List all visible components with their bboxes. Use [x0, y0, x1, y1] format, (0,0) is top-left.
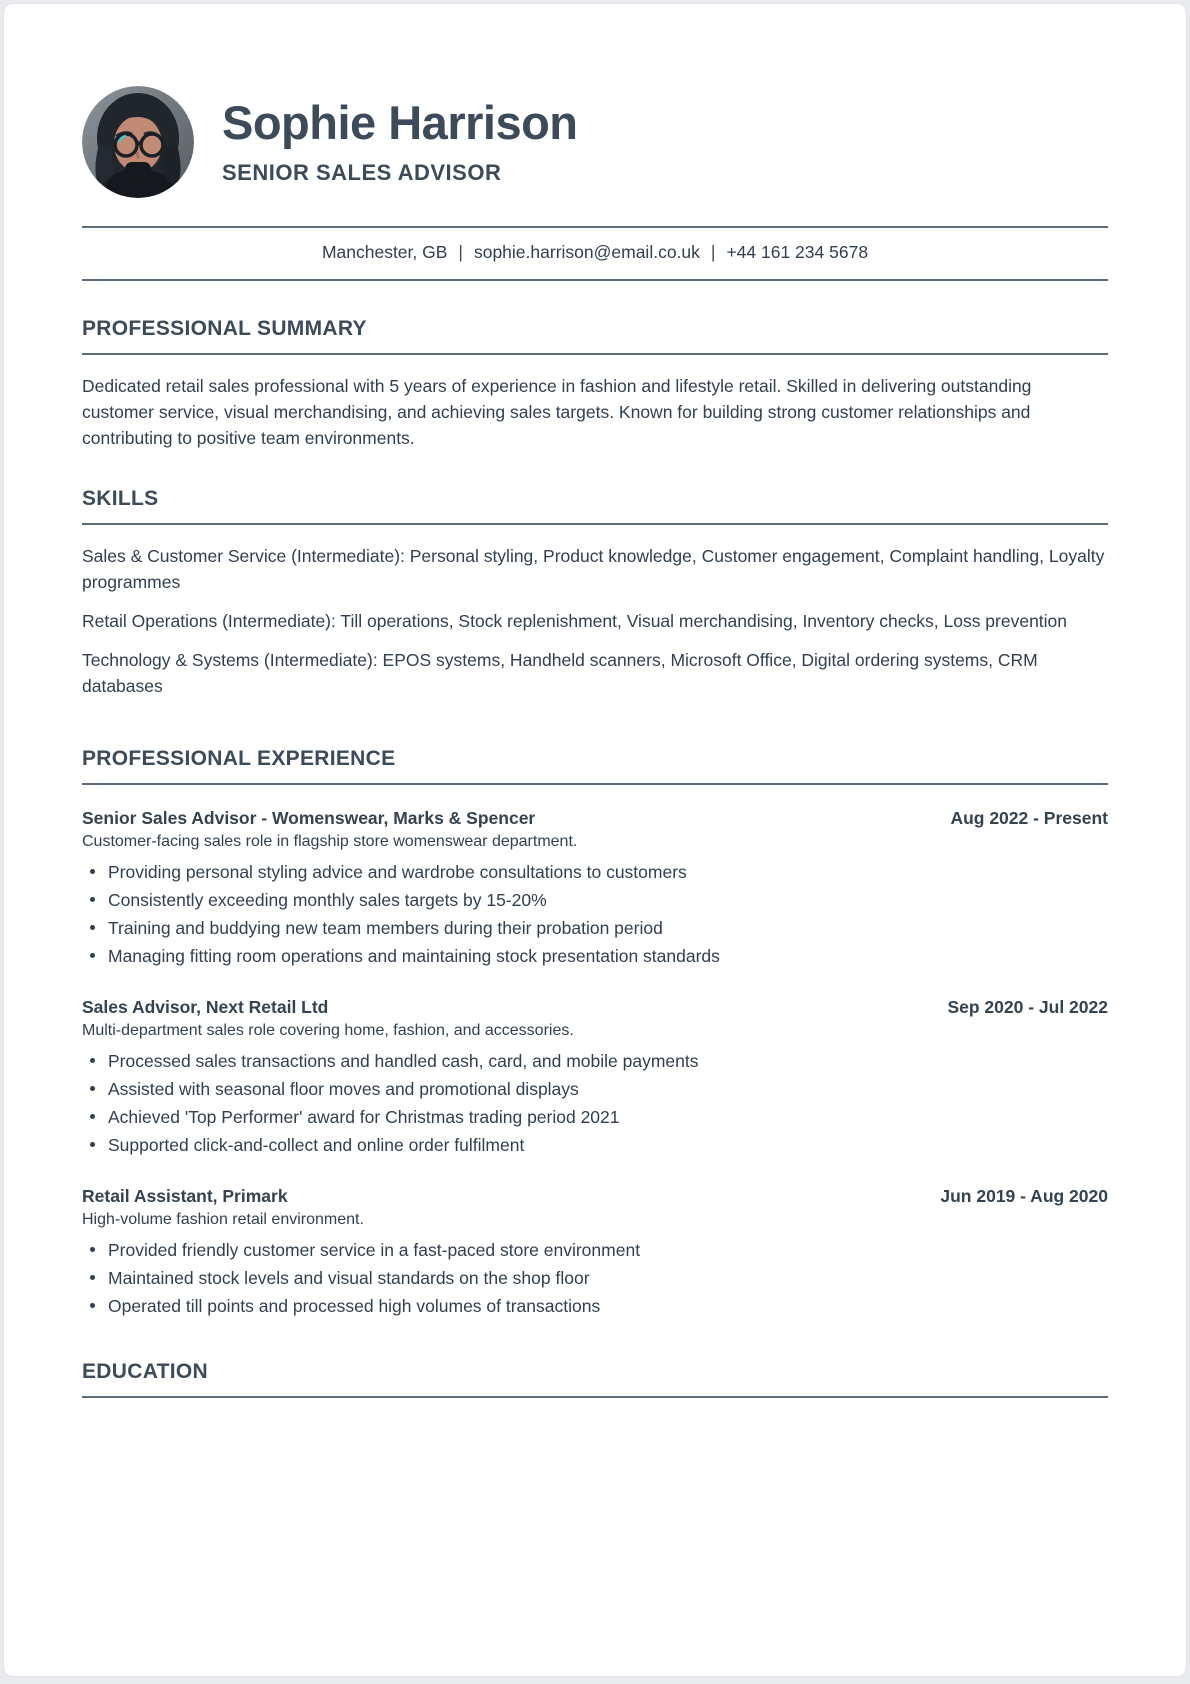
resume-page: [3, 3, 1187, 1677]
summary-body: [82, 373, 1108, 451]
job-entry: [82, 994, 1108, 1159]
header-text: [222, 98, 578, 185]
job-dates: Aug 2022 - Present: [950, 808, 1108, 828]
job-bullet-list: [82, 1236, 1108, 1320]
section-rule: [82, 353, 1108, 355]
bullet-item: Consistently exceeding monthly sales targets by 15-20%: [82, 886, 1108, 914]
job-title-company: Sales Advisor, Next Retail Ltd: [82, 997, 329, 1017]
job-title-company: Senior Sales Advisor - Womenswear, Marks & Spencer: [82, 808, 536, 828]
job-bullet-list: [82, 1047, 1108, 1159]
section-heading-experience: PROFESSIONAL EXPERIENCE: [82, 747, 396, 770]
job-description: Multi-department sales role covering home, fashion, and accessories.: [82, 1022, 574, 1039]
bullet-item: Supported click-and-collect and online order fulfilment: [82, 1131, 1108, 1159]
section-heading-summary: PROFESSIONAL SUMMARY: [82, 317, 367, 340]
job-title-company: Retail Assistant, Primark: [82, 1186, 288, 1206]
skill-item: Retail Operations (Intermediate): Till operations, Stock replenishment, Visual merchandising, Inventory checks, Loss prevention: [82, 611, 1068, 631]
section-heading-education: EDUCATION: [82, 1360, 208, 1383]
section-professional-experience: [82, 747, 1108, 1320]
section-skills: [82, 487, 1108, 699]
bullet-item: Providing personal styling advice and wardrobe consultations to customers: [82, 858, 1108, 886]
job-dates: Sep 2020 - Jul 2022: [947, 997, 1108, 1017]
contact-email: sophie.harrison@email.co.uk: [473, 242, 700, 262]
candidate-job-title: SENIOR SALES ADVISOR: [222, 159, 502, 185]
job-head: [82, 1183, 1108, 1209]
bullet-item: Processed sales transactions and handled cash, card, and mobile payments: [82, 1047, 1108, 1075]
candidate-name: Sophie Harrison: [222, 96, 578, 150]
section-education: [82, 1360, 1108, 1518]
bullet-item: Provided friendly customer service in a fast-paced store environment: [82, 1236, 1108, 1264]
resume-header: [82, 86, 1108, 198]
contact-location: Manchester, GB: [321, 242, 448, 262]
contact-line: [82, 228, 1108, 279]
job-description: Customer-facing sales role in flagship store womenswear department.: [82, 833, 578, 850]
header-rule-bottom: [82, 279, 1108, 281]
contact-separator: |: [458, 242, 463, 262]
bullet-item: Assisted with seasonal floor moves and promotional displays: [82, 1075, 1108, 1103]
job-entry: [82, 805, 1108, 970]
section-heading-skills: SKILLS: [82, 487, 159, 510]
bullet-item: Achieved 'Top Performer' award for Christmas trading period 2021: [82, 1103, 1108, 1131]
job-head: [82, 805, 1108, 831]
section-rule: [82, 523, 1108, 525]
contact-separator: |: [710, 242, 716, 262]
contact-phone: +44 161 234 5678: [726, 242, 869, 262]
bullet-item: Maintained stock levels and visual standards on the shop floor: [82, 1264, 1108, 1292]
job-dates: Jun 2019 - Aug 2020: [940, 1186, 1108, 1206]
section-professional-summary: [82, 317, 1108, 451]
job-bullet-list: [82, 858, 1108, 970]
skill-item: Sales & Customer Service (Intermediate): Personal styling, Product knowledge, Customer engagement, Complaint handling, Loyalty programmes: [82, 546, 1105, 592]
section-rule: [82, 783, 1108, 785]
education-empty-area: [82, 1398, 1108, 1518]
summary-text: Dedicated retail sales professional with 5 years of experience in fashion and lifestyle retail. Skilled in delivering outstanding customer service, visual merchandising, and achieving sales targets. Known for building strong customer relationships and contributing to positive team environments.: [82, 376, 1032, 448]
bullet-item: Operated till points and processed high volumes of transactions: [82, 1292, 1108, 1320]
skill-item: Technology & Systems (Intermediate): EPOS systems, Handheld scanners, Microsoft Office, Digital ordering systems, CRM databases: [82, 650, 1038, 696]
job-description: High-volume fashion retail environment.: [82, 1211, 364, 1228]
bullet-item: Managing fitting room operations and maintaining stock presentation standards: [82, 942, 1108, 970]
portrait-photo-illustration: [82, 86, 194, 198]
skills-body: [82, 543, 1108, 699]
avatar: [82, 86, 194, 198]
job-head: [82, 994, 1108, 1020]
bullet-item: Training and buddying new team members during their probation period: [82, 914, 1108, 942]
job-entry: [82, 1183, 1108, 1320]
